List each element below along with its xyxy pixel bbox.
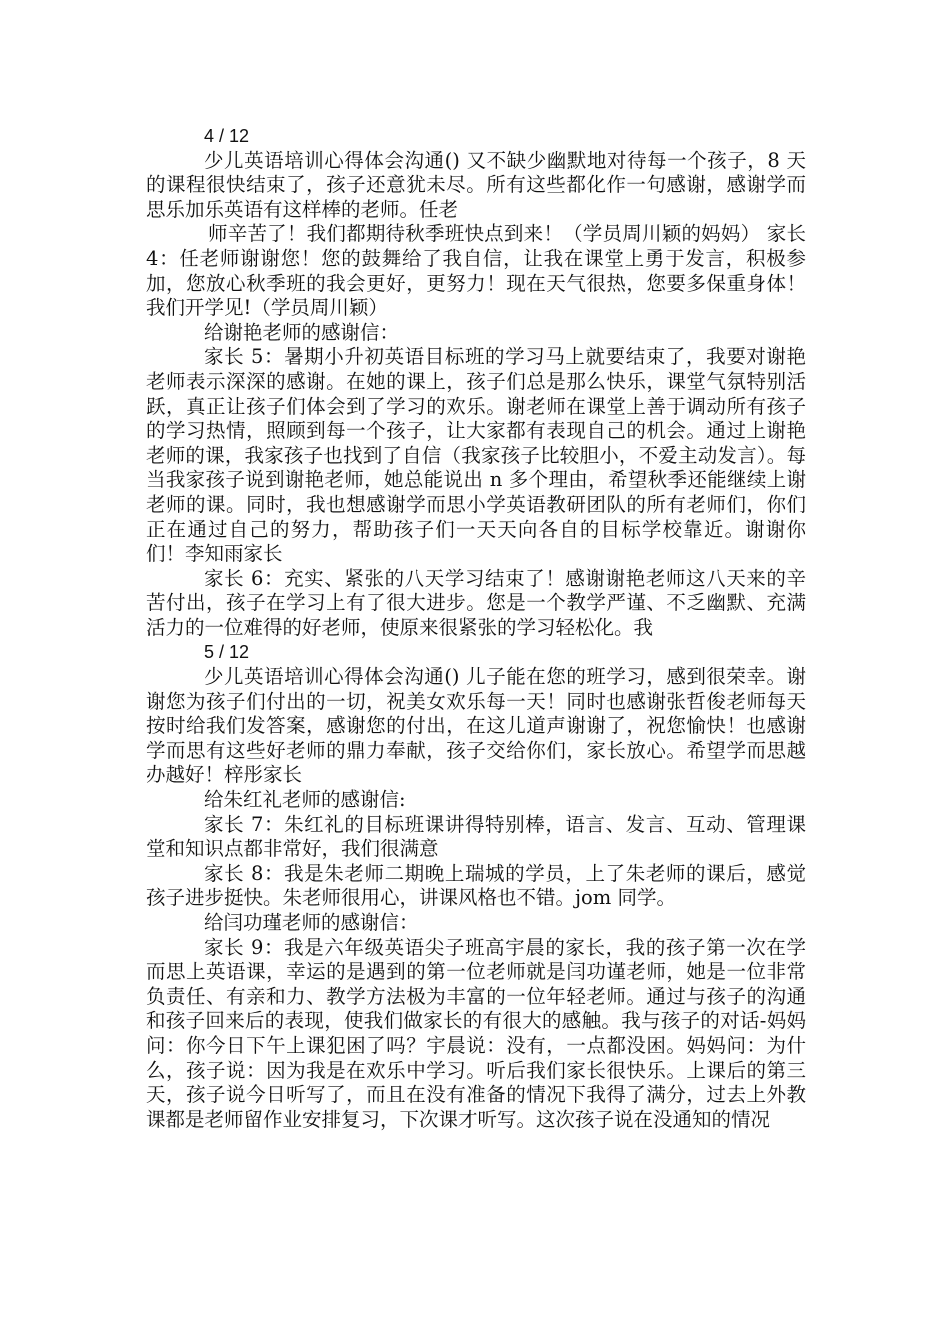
paragraph: 少儿英语培训心得体会沟通() 又不缺少幽默地对待每一个孩子，8 天的课程很快结束了，孩子还意犹未尽。所有这些都化作一句感谢，感谢学而思乐加乐英语有这样棒的老师。任老 [146, 148, 806, 221]
section-heading: 给闫功瑾老师的感谢信： [204, 911, 419, 934]
paragraph: 家长 5：暑期小升初英语目标班的学习马上就要结束了，我要对谢艳老师表示深深的感谢。在她的课上，孩子们总是那么快乐，课堂气氛特别活跃，真正让孩子们体会到了学习的欢乐。谢老师在课堂上善于调动所有孩子的学习热情，照顾到每一个孩子，让大家都有表现自己的机会。通过上谢艳老师的课，我家孩子也找到了自信（我家孩子比较胆小，不爱主动发言）。每当我家孩子说到谢艳老师，她总能说出 n 多个理由，希望秋季还能继续上谢老师的课。同时，我也想感谢学而思小学英语教研团队的所有老师们，你们正在通过自己的努力，帮助孩子们一天天向各自的目标学校靠近。谢谢你们！李知雨家长 [146, 345, 806, 566]
page-number: 4 / 12 [204, 126, 250, 146]
paragraph: 家长 9：我是六年级英语尖子班高宇晨的家长，我的孩子第一次在学而思上英语课，幸运的是遇到的第一位老师就是闫功谨老师，她是一位非常负责任、有亲和力、教学方法极为丰富的一位年轻老师。通过与孩子的沟通和孩子回来后的表现，使我们做家长的有很大的感触。我与孩子的对话-妈妈问：你今日下午上课犯困了吗？宇晨说：没有，一点都没困。妈妈问：为什么，孩子说：因为我是在欢乐中学习。听后我们家长很快乐。上课后的第三天，孩子说今日听写了，而且在没有准备的情况下我得了满分，过去上外教课都是老师留作业安排复习，下次课才听写。这次孩子说在没通知的情况 [146, 935, 806, 1131]
section-heading: 给朱红礼老师的感谢信: [204, 788, 406, 812]
page-number: 5 / 12 [204, 642, 250, 663]
paragraph: 家长 6：充实、紧张的八天学习结束了！感谢谢艳老师这八天来的辛苦付出，孩子在学习上有了很大进步。您是一个教学严谨、不乏幽默、充满活力的一位难得的好老师，使原来很紧张的学习轻松化。我 [146, 566, 806, 639]
paragraph: 少儿英语培训心得体会沟通() 儿子能在您的班学习，感到很荣幸。谢谢您为孩子们付出的一切，祝美女欢乐每一天！同时也感谢张哲俊老师每天按时给我们发答案，感谢您的付出，在这儿道声谢谢了，祝您愉快！也感谢学而思有这些好老师的鼎力奉献，孩子交给你们，家长放心。希望学而思越办越好！梓彤家长 [146, 665, 806, 787]
document-body [146, 124, 806, 1132]
paragraph: 家长 7：朱红礼的目标班课讲得特别棒，语言、发言、互动、管理课堂和知识点都非常好，我们很满意 [146, 812, 806, 861]
paragraph: 家长 8：我是朱老师二期晚上瑞城的学员，上了朱老师的课后，感觉孩子进步挺快。朱老师很用心，讲课风格也不错。jom 同学。 [146, 861, 806, 910]
paragraph: 师辛苦了！我们都期待秋季班快点到来！（学员周川颖的妈妈） 家长 4：任老师谢谢您！您的鼓舞给了我自信，让我在课堂上勇于发言，积极参加，您放心秋季班的我会更好，更努力！现在天气很热，您要多保重身体！我们开学见!（学员周川颖） [146, 222, 806, 320]
section-heading: 给谢艳老师的感谢信： [204, 320, 400, 344]
